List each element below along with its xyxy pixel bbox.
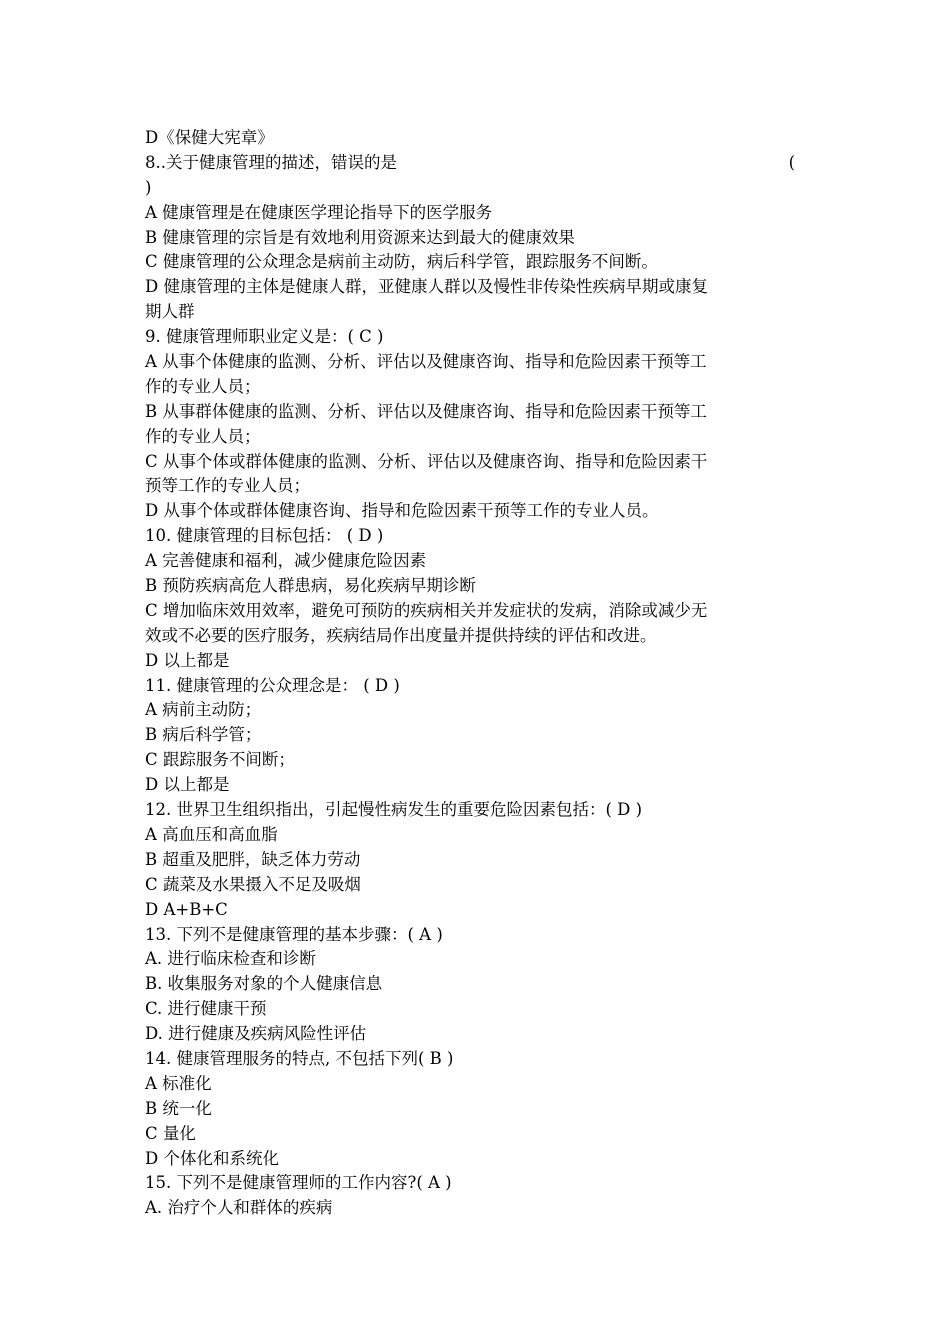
question-8-stem-line [145,151,795,176]
document-page [145,126,795,1221]
question-8-answer-paren-close-line [145,176,795,201]
text-line: C 跟踪服务不间断； [145,750,295,770]
text-line: A. 治疗个人和群体的疾病 [145,1198,333,1218]
text-line: 效或不必要的医疗服务，疾病结局作出度量并提供持续的评估和改进。 [145,625,657,645]
text-line: 15. 下列不是健康管理师的工作内容?( A ) [145,1173,452,1193]
text-line: D 以上都是 [145,775,230,795]
text-line: 13. 下列不是健康管理的基本步骤：( A ) [145,924,443,944]
text-line: C 蔬菜及水果摄入不足及吸烟 [145,874,361,894]
question-8-answer-paren-open: ( [788,152,795,172]
text-block-before [145,126,795,151]
text-line: B 从事群体健康的监测、分析、评估以及健康咨询、指导和危险因素干预等工 [145,401,707,421]
text-line: B 健康管理的宗旨是有效地利用资源来达到最大的健康效果 [145,227,575,247]
text-line: 期人群 [145,302,195,322]
text-line: D 从事个体或群体健康咨询、指导和危险因素干预等工作的专业人员。 [145,501,659,521]
text-line: C. 进行健康干预 [145,999,267,1019]
text-line: 10. 健康管理的目标包括： ( D ) [145,526,384,546]
text-line: 11. 健康管理的公众理念是： ( D ) [145,675,400,695]
text-line: C 健康管理的公众理念是病前主动防，病后科学管，跟踪服务不间断。 [145,252,658,272]
text-line: D《保健大宪章》 [145,128,274,147]
text-line: 12. 世界卫生组织指出，引起慢性病发生的重要危险因素包括：( D ) [145,800,643,820]
text-line: A 完善健康和福利，减少健康危险因素 [145,551,427,571]
text-line: A 高血压和高血脂 [145,824,278,844]
text-line: 作的专业人员； [145,376,261,396]
text-line: C 增加临床效用效率，避免可预防的疾病相关并发症状的发病，消除或减少无 [145,600,708,620]
text-line: D A+B+C [145,899,228,919]
question-8-stem: 8..关于健康管理的描述，错误的是 [145,152,397,172]
text-line: B 病后科学管； [145,725,262,745]
text-line: B 统一化 [145,1098,212,1118]
text-line: C 量化 [145,1123,196,1143]
question-8-answer-paren-close: ) [145,177,152,197]
text-line: B 预防疾病高危人群患病，易化疾病早期诊断 [145,576,476,596]
text-line: 作的专业人员； [145,426,261,446]
text-line: B 超重及肥胖，缺乏体力劳动 [145,849,361,869]
text-line: D 以上都是 [145,650,230,670]
text-line: 9. 健康管理师职业定义是：( C ) [145,327,384,347]
text-line: D 健康管理的主体是健康人群，亚健康人群以及慢性非传染性疾病早期或康复 [145,277,708,297]
text-line: D. 进行健康及疾病风险性评估 [145,1024,367,1044]
text-line: 14. 健康管理服务的特点, 不包括下列( B ) [145,1048,454,1068]
text-line: A 从事个体健康的监测、分析、评估以及健康咨询、指导和危险因素干预等工 [145,352,707,372]
text-line: D 个体化和系统化 [145,1148,279,1168]
text-line: C 从事个体或群体健康的监测、分析、评估以及健康咨询、指导和危险因素干 [145,451,708,471]
text-line: A 健康管理是在健康医学理论指导下的医学服务 [145,202,493,222]
text-line: A 病前主动防； [145,700,262,720]
text-line: A. 进行临床检查和诊断 [145,949,316,969]
text-line: 预等工作的专业人员； [145,476,310,496]
text-line: A 标准化 [145,1073,212,1093]
text-block-after [145,201,795,1222]
text-line: B. 收集服务对象的个人健康信息 [145,974,383,994]
